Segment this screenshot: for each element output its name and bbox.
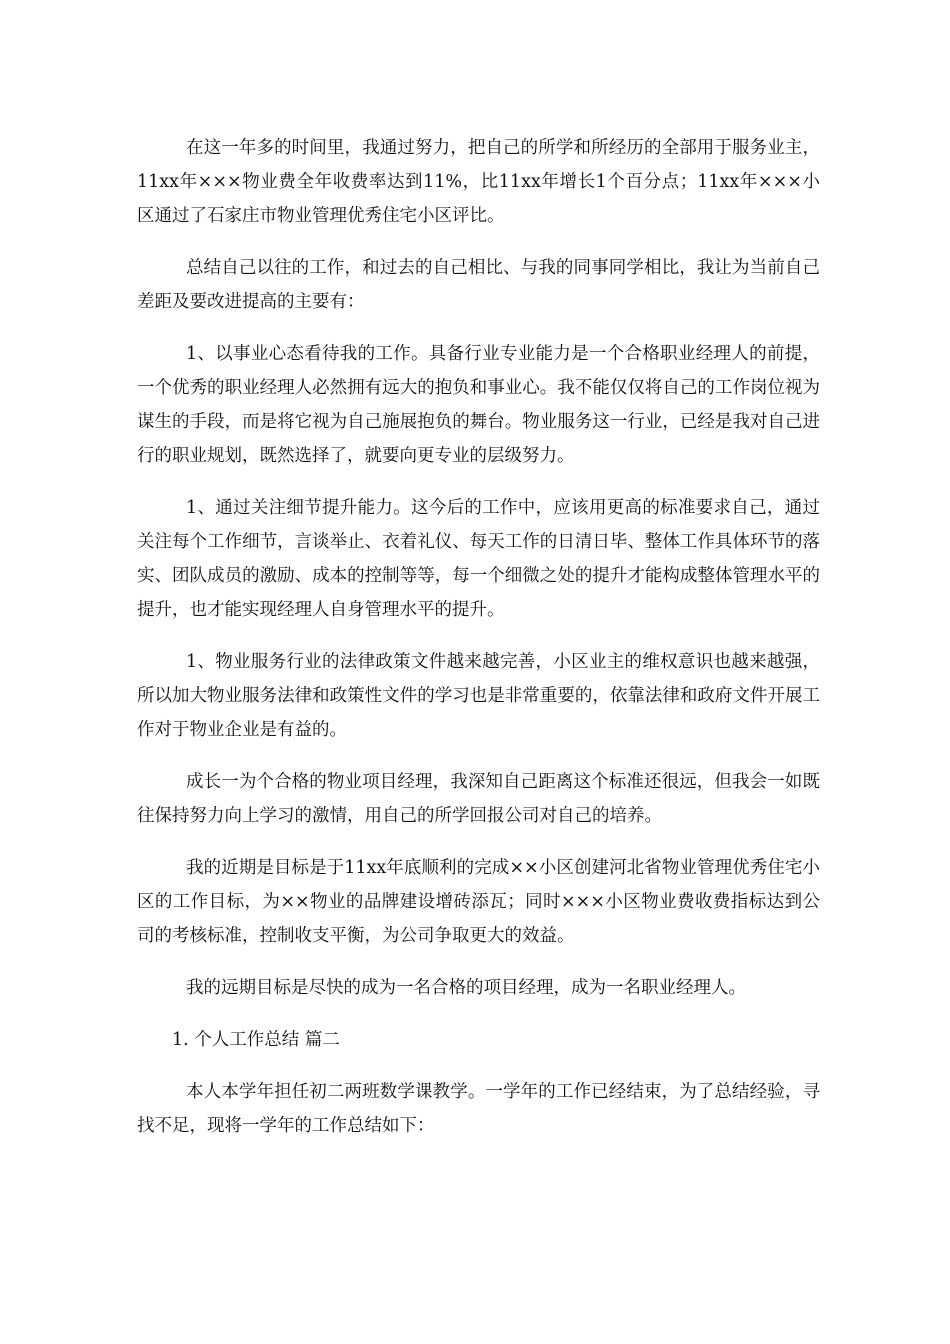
paragraph-career-attitude: 1、以事业心态看待我的工作。具备行业专业能力是一个合格职业经理人的前提，一个优秀的职业经理人必然拥有远大的抱负和事业心。我不能仅仅将自己的工作岗位视为谋生的手段，而是将它视为自己施展抱负的舞台。物业服务这一行业，已经是我对自己进行的职业规划，既然选择了，就要向更专业的层级努力。: [137, 344, 820, 466]
paragraph-teaching-intro: 本人本学年担任初二两班数学课教学。一学年的工作已经结束，为了总结经验，寻找不足，现将一学年的工作总结如下：: [137, 1082, 820, 1136]
paragraph-growth: 成长一为个合格的物业项目经理，我深知自己距离这个标准还很远，但我会一如既往保持努力向上学习的激情，用自己的所学回报公司对自己的培养。: [137, 772, 820, 826]
document-body: [137, 131, 820, 1161]
paragraph-short-term-goal: 我的近期是目标是于11xx年底顺利的完成××小区创建河北省物业管理优秀住宅小区的工作目标，为××物业的品牌建设增砖添瓦；同时×××小区物业费收费指标达到公司的考核标准，控制收支平衡，为公司争取更大的效益。: [137, 858, 820, 946]
paragraph-legal-policy: 1、物业服务行业的法律政策文件越来越完善，小区业主的维权意识也越来越强，所以加大物业服务法律和政策性文件的学习也是非常重要的，依靠法律和政府文件开展工作对于物业企业是有益的。: [137, 652, 820, 740]
section-heading: 1. 个人工作总结 篇二: [172, 1030, 340, 1050]
paragraph-long-term-goal: 我的远期目标是尽快的成为一名合格的项目经理，成为一名职业经理人。: [186, 978, 746, 998]
paragraph-achievements: 在这一年多的时间里，我通过努力，把自己的所学和所经历的全部用于服务业主，11xx年×××物业费全年收费率达到11%，比11xx年增长1个百分点；11xx年×××小区通过了石家庄市物业管理优秀住宅小区评比。: [137, 138, 820, 226]
paragraph-attention-to-detail: 1、通过关注细节提升能力。这今后的工作中，应该用更高的标准要求自己，通过关注每个工作细节，言谈举止、衣着礼仪、每天工作的日清日毕、整体工作具体环节的落实、团队成员的激励、成本的控制等等，每一个细微之处的提升才能构成整体管理水平的提升，也才能实现经理人自身管理水平的提升。: [137, 498, 820, 620]
paragraph-self-assessment: 总结自己以往的工作，和过去的自己相比、与我的同事同学相比，我让为当前自己差距及要改进提高的主要有：: [137, 258, 820, 312]
